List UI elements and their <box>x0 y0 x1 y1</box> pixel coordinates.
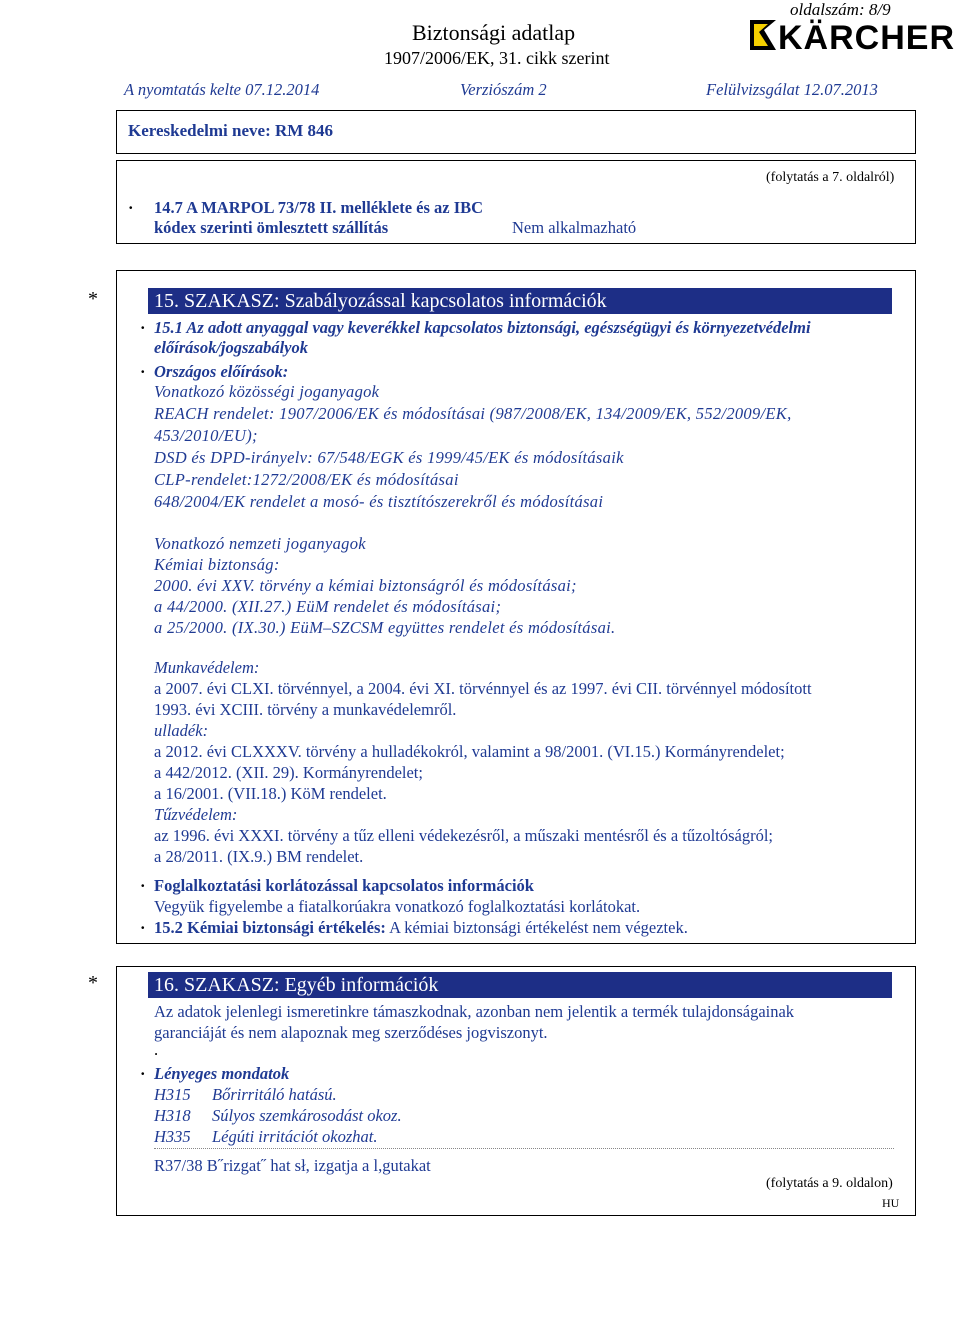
national-bullet: · <box>140 362 146 381</box>
eu-law-line: 648/2004/EK rendelet a mosó- és tisztítószerekről és módosításai <box>154 492 604 511</box>
s14-label-line2: kódex szerinti ömlesztett szállítás <box>154 218 389 237</box>
continued-to: (folytatás a 9. oldalon) <box>766 1176 893 1191</box>
eu-law-line: 453/2010/EU); <box>154 426 258 445</box>
s16-intro-line2: garanciáját és nem alapoznak meg szerződéses jogviszonyt. <box>154 1023 548 1042</box>
page-number: oldalszám: 8/9 <box>790 0 891 19</box>
national-law-line: 2000. évi XXV. törvény a kémiai biztonságról és módosításai; <box>154 576 577 595</box>
safety-law-line: a 28/2011. (IX.9.) BM rendelet. <box>154 847 364 866</box>
s15-2-line <box>154 918 688 938</box>
version-number: Verziószám 2 <box>460 80 547 99</box>
national-law-line: a 44/2000. (XII.27.) EüM rendelet és módosításai; <box>154 597 502 616</box>
s14-bullet: · <box>128 198 134 217</box>
safety-law-line: a 2012. évi CLXXXV. törvény a hulladékokról, valamint a 98/2001. (VI.15.) Kormányrendelet; <box>154 742 785 761</box>
h-phrase-code: H318 <box>154 1106 191 1125</box>
h-phrase-text: Bőrirritáló hatású. <box>212 1085 337 1104</box>
logo-arrow-icon <box>750 20 776 50</box>
s14-label-line1: 14.7 A MARPOL 73/78 II. melléklete és az IBC <box>154 198 484 217</box>
s16-title: 16. SZAKASZ: Egyéb információk <box>154 974 439 996</box>
r-phrase: R37/38 B˝rizgat˝ hat sł, izgatja a l,gutakat <box>154 1156 431 1175</box>
safety-law-line: Tűzvédelem: <box>154 805 238 824</box>
national-law-line: Kémiai biztonság: <box>154 555 280 574</box>
language-code: HU <box>882 1196 900 1210</box>
s15-1-line1: 15.1 Az adott anyaggal vagy keverékkel kapcsolatos biztonsági, egészségügyi és környezetvédelmi <box>154 318 811 337</box>
employment-text: Vegyük figyelembe a fiatalkorúakra vonatkozó foglalkoztatási korlátokat. <box>154 897 641 916</box>
s16-change-marker: * <box>88 972 98 994</box>
continued-from: (folytatás a 7. oldalról) <box>766 170 895 185</box>
safety-law-line: ulladék: <box>154 721 209 740</box>
safety-law-line: 1993. évi XCIII. törvény a munkavédelemről. <box>154 700 457 719</box>
eu-law-line: CLP-rendelet:1272/2008/EK és módosításai <box>154 470 459 489</box>
kaercher-logo <box>748 19 956 57</box>
document-title: Biztonsági adatlap <box>412 20 576 45</box>
h-phrase-code: H335 <box>154 1127 191 1146</box>
logo-text: KÄRCHER <box>778 19 955 57</box>
eu-law-line: REACH rendelet: 1907/2006/EK és módosításai (987/2008/EK, 134/2009/EK, 552/2009/EK, <box>154 404 792 423</box>
phrases-bullet: · <box>140 1064 146 1083</box>
dotted-separator <box>154 1148 894 1149</box>
s15-1-line2: előírások/jogszabályok <box>154 338 309 357</box>
s15-change-marker: * <box>88 288 98 310</box>
revision-date: Felülvizsgálat 12.07.2013 <box>706 80 878 99</box>
phrases-label: Lényeges mondatok <box>154 1064 290 1083</box>
eu-law-line: DSD és DPD-irányelv: 67/548/EGK és 1999/45/EK és módosításaik <box>154 448 624 467</box>
h-phrase-text: Súlyos szemkárosodást okoz. <box>212 1106 402 1125</box>
safety-law-line: a 2007. évi CLXI. törvénnyel, a 2004. évi XI. törvénnyel és az 1997. évi CII. törvénnyel módosított <box>154 679 812 698</box>
national-law-line: a 25/2000. (IX.30.) EüM–SZCSM együttes rendelet és módosításai. <box>154 618 616 637</box>
document-subtitle: 1907/2006/EK, 31. cikk szerint <box>384 48 610 68</box>
safety-law-line: a 442/2012. (XII. 29). Kormányrendelet; <box>154 763 423 782</box>
h-phrase-text: Légúti irritációt okozhat. <box>212 1127 378 1146</box>
eu-law-line: Vonatkozó közösségi joganyagok <box>154 382 380 401</box>
s15-1-bullet: · <box>140 318 146 337</box>
safety-law-line: a 16/2001. (VII.18.) KöM rendelet. <box>154 784 387 803</box>
s16-heading <box>148 972 892 998</box>
s14-value: Nem alkalmazható <box>512 218 637 237</box>
national-label: Országos előírások: <box>154 362 289 381</box>
print-date: A nyomtatás kelte 07.12.2014 <box>124 80 320 99</box>
safety-law-line: az 1996. évi XXXI. törvény a tűz elleni védekezésről, a műszaki mentésről és a tűzoltóságról; <box>154 826 773 845</box>
s15-2-bullet: · <box>140 918 146 937</box>
s15-2-text: A kémiai biztonsági értékelést nem végeztek. <box>389 918 688 937</box>
trade-name: Kereskedelmi neve: RM 846 <box>128 121 334 140</box>
safety-law-line: Munkavédelem: <box>154 658 260 677</box>
s15-heading <box>148 288 892 314</box>
h-phrase-code: H315 <box>154 1085 191 1104</box>
s15-2-label: 15.2 Kémiai biztonsági értékelés: <box>154 918 386 937</box>
s16-intro-line1: Az adatok jelenlegi ismeretinkre támaszkodnak, azonban nem jelentik a termék tulajdonságainak <box>154 1002 795 1021</box>
employment-bullet: · <box>140 876 146 895</box>
s15-title: 15. SZAKASZ: Szabályozással kapcsolatos információk <box>154 290 607 312</box>
national-law-line: Vonatkozó nemzeti joganyagok <box>154 534 366 553</box>
employment-label: Foglalkoztatási korlátozással kapcsolatos információk <box>154 876 534 895</box>
s16-dot: . <box>154 1040 159 1059</box>
